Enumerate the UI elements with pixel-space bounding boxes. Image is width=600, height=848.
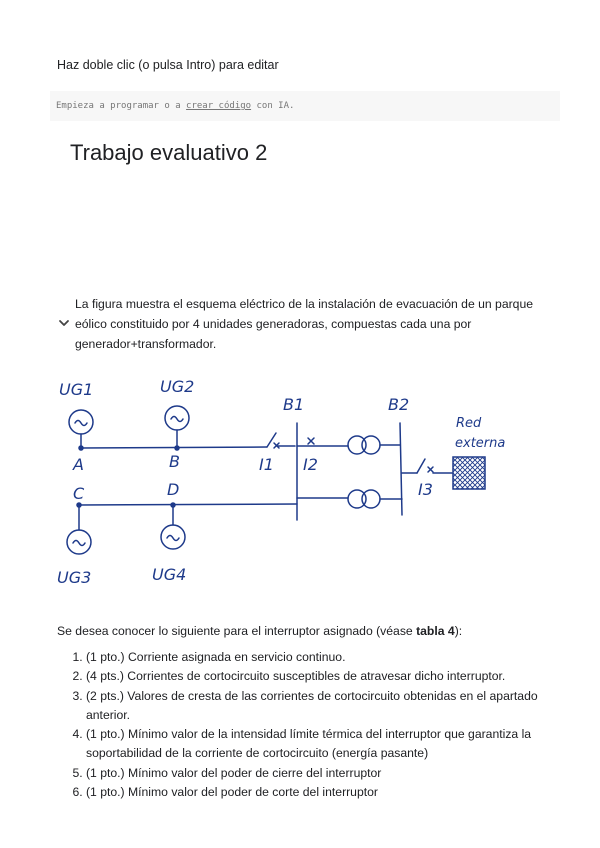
transformer-upper: [348, 436, 366, 454]
intro-paragraph: La figura muestra el esquema eléctrico de la instalación de evacuación de un parque eólico constituido por 4 unidades generadoras, compuestas cada una por generador+transformador.: [75, 297, 533, 351]
busbar-b2: [400, 423, 402, 515]
list-item: 3. (2 pts.) Valores de cresta de las corrientes de cortocircuito obtenidas en el apartado anterior.: [86, 687, 571, 726]
list-item: 5. (1 pto.) Mínimo valor del poder de cierre del interruptor: [86, 764, 571, 783]
create-code-link[interactable]: crear código: [186, 101, 252, 111]
code-cell-hint: [56, 101, 294, 111]
list-item: 6. (1 pto.) Mínimo valor del poder de corte del interruptor: [86, 783, 571, 802]
code-hint-suffix: con IA.: [251, 101, 295, 111]
text-cell-edit-hint[interactable]: Haz doble clic (o pulsa Intro) para editar: [57, 58, 279, 72]
task-list: [58, 648, 571, 802]
label-i3: I3: [418, 480, 433, 499]
label-b1: B1: [283, 395, 305, 414]
question-suffix: ):: [454, 624, 463, 638]
label-i1: I1: [259, 455, 274, 474]
electrical-diagram: [45, 365, 565, 595]
list-item: 4. (1 pto.) Mínimo valor de la intensidad límite térmica del interruptor que garantiza la soportabilidad de la corriente de cortocircuito (energía pasante): [86, 725, 571, 764]
list-item: 1. (1 pto.) Corriente asignada en servicio continuo.: [86, 648, 571, 667]
label-externa: externa: [455, 436, 506, 451]
label-red: Red: [456, 416, 482, 431]
question-text: [57, 624, 462, 638]
label-ug3: UG3: [57, 568, 92, 587]
question-table-ref: tabla 4: [416, 624, 455, 638]
label-a: A: [73, 455, 84, 474]
label-b2: B2: [388, 395, 410, 414]
label-ug2: UG2: [160, 377, 195, 396]
code-hint-prefix: Empieza a programar o a: [56, 101, 187, 111]
label-b: B: [169, 452, 180, 471]
label-c: C: [73, 484, 85, 503]
label-ug4: UG4: [152, 565, 187, 584]
question-prefix: Se desea conocer lo siguiente para el interruptor asignado (véase: [57, 624, 417, 638]
list-item: 2. (4 pts.) Corrientes de cortocircuito susceptibles de atravesar dicho interruptor.: [86, 667, 571, 686]
external-grid-symbol: [453, 457, 485, 489]
label-d: D: [167, 480, 180, 499]
transformer-lower: [348, 490, 366, 508]
label-i2: I2: [303, 455, 318, 474]
label-ug1: UG1: [59, 380, 94, 399]
page-title: Trabajo evaluativo 2: [70, 140, 268, 165]
chevron-down-icon[interactable]: [58, 317, 70, 329]
